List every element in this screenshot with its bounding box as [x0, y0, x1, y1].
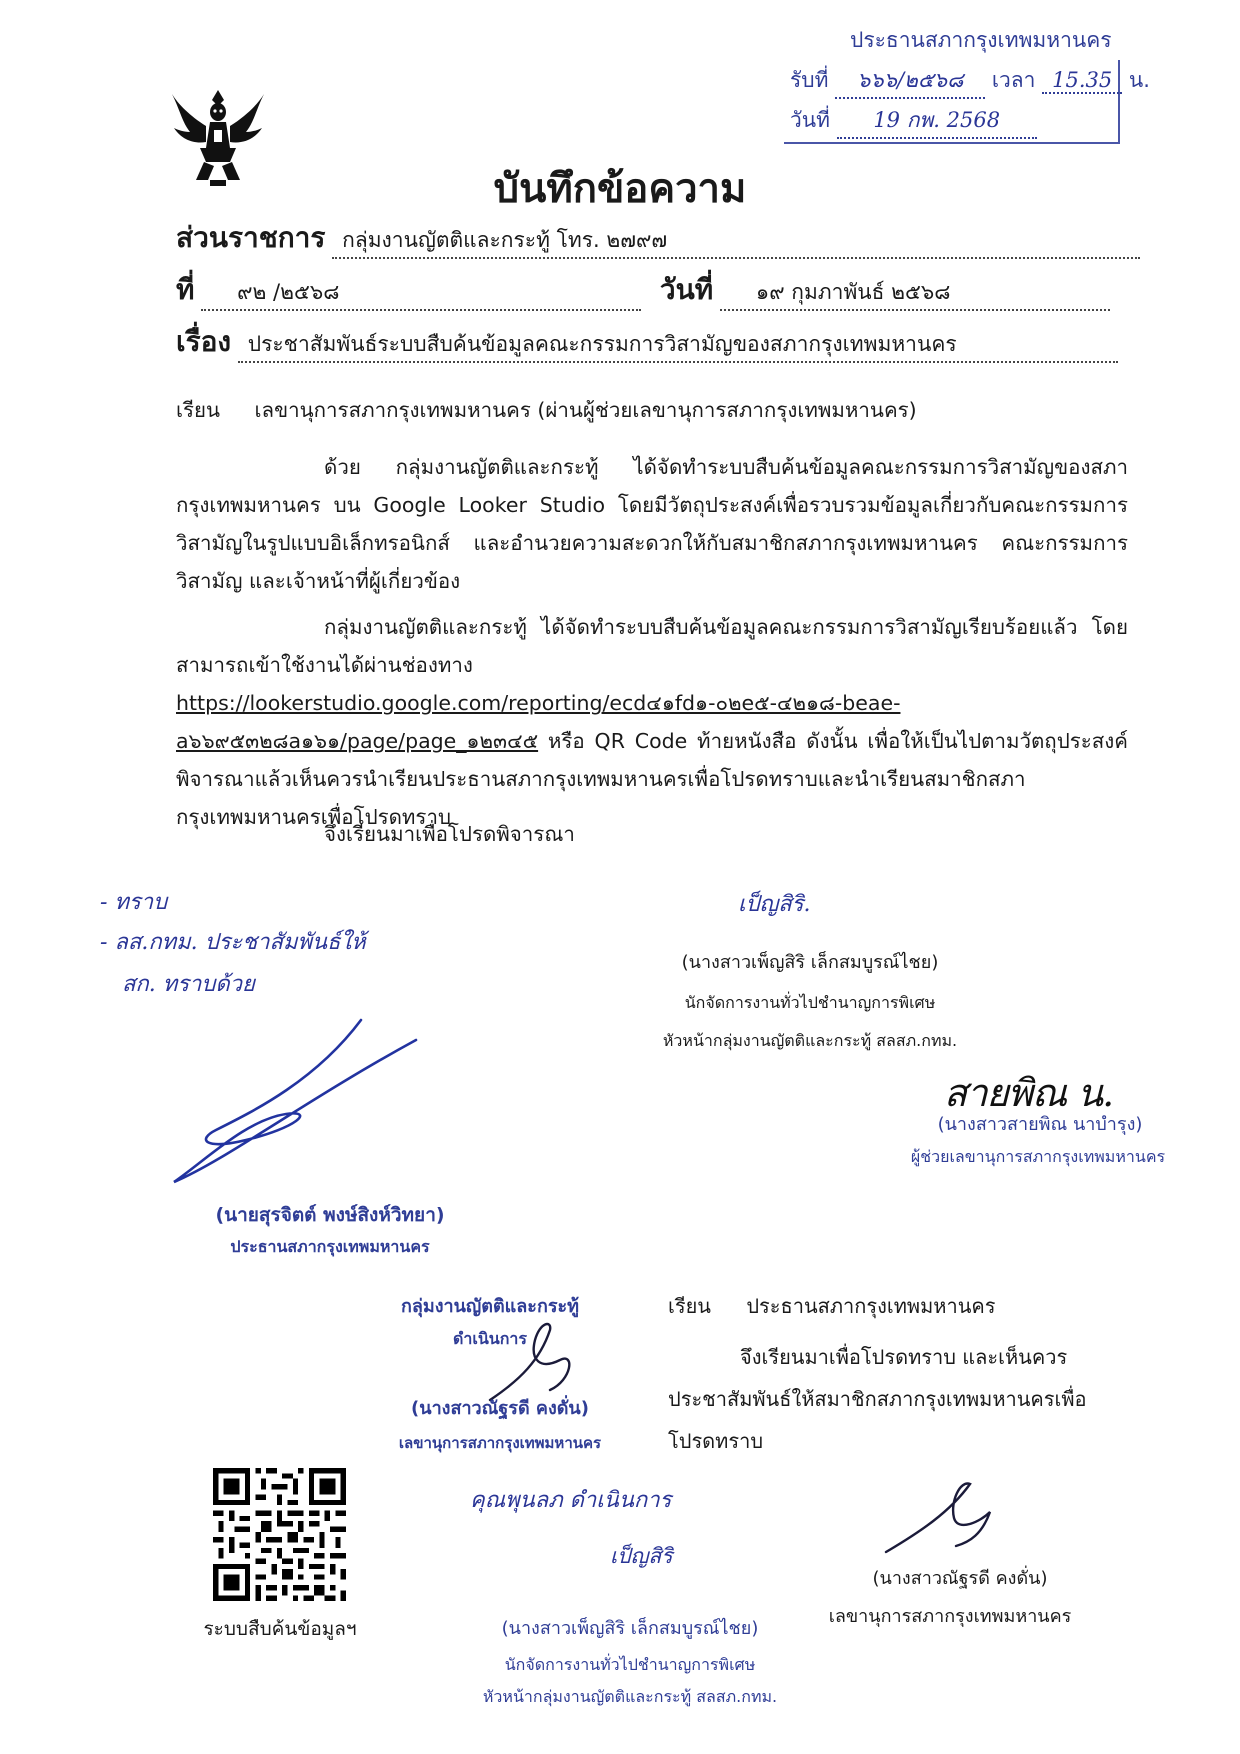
stamp-receive-row: [790, 64, 1150, 99]
department-row: [176, 216, 1128, 260]
subject-row: [176, 320, 1128, 364]
stamp-time-label: เวลา: [991, 68, 1036, 92]
stamp-receive-no: ๖๖๖/๒๕๖๘: [835, 64, 985, 99]
signer2-position: ผู้ช่วยเลขานุการสภากรุงเทพมหานคร: [910, 1147, 1166, 1166]
paragraph2-start: กลุ่มงานญัตติและกระทู้ ได้จัดทำระบบสืบค้นข้อมูลคณะกรรมการวิสามัญเรียบร้อยแล้ว โดยสามารถเข้าใช้งานได้ผ่านช่องทาง: [176, 615, 1128, 677]
secretary-note-position: เลขานุการสภากรุงเทพมหานคร: [398, 1434, 602, 1452]
paragraph2-end: หรือ QR Code ท้ายหนังสือ ดังนั้น เพื่อให้เป็นไปตามวัตถุประสงค์พิจารณาแล้วเห็นควรนำเรียนประธานสภากรุงเทพมหานครเพื่อโปรดทราบและนำเรียนสมาชิกสภากรุงเทพมหานครเพื่อโปรดทราบ: [176, 729, 1128, 829]
salutation-row: [176, 394, 1128, 427]
number-label: ที่: [176, 273, 195, 306]
closing-line: จึงเรียนมาเพื่อโปรดพิจารณา: [324, 822, 575, 846]
stamp-time: 15.35: [1042, 68, 1122, 94]
bottom-handwritten-note: คุณพุนลภ ดำเนินการ: [470, 1488, 672, 1513]
signer1-name: (นางสาวเพ็ญสิริ เล็กสมบูรณ์ไชย): [681, 952, 939, 973]
bottom-position1: นักจัดการงานทั่วไปชำนาญการพิเศษ: [504, 1655, 756, 1674]
bottom-position2: หัวหน้ากลุ่มงานญัตติและกระทู้ สลสภ.กทม.: [482, 1687, 778, 1706]
signer1-position2: หัวหน้ากลุ่มงานญัตติและกระทู้ สลสภ.กทม.: [662, 1031, 958, 1050]
body-paragraph-1: ด้วย กลุ่มงานญัตติและกระทู้ ได้จัดทำระบบสืบค้นข้อมูลคณะกรรมการวิสามัญของสภากรุงเทพมหานคร บน Google Looker Studio โดยมีวัตถุประสงค์เพื่อรวบรวมข้อมูลเกี่ยวกับคณะกรรมการวิสามัญในรูปแบบอิเล็กทรอนิกส์ และอำนวยความสะดวกให้กับสมาชิกสภากรุงเทพมหานคร คณะกรรมการวิสามัญ และเจ้าหน้าที่ผู้เกี่ยวข้อง: [176, 455, 1128, 593]
memo-name: (นางสาวณัฐรดี คงดั่น): [872, 1568, 1048, 1589]
subject-label: เรื่อง: [176, 325, 232, 358]
chairman-position: ประธานสภากรุงเทพมหานคร: [230, 1237, 430, 1256]
bottom-initials: เป็ญสิริ: [610, 1544, 673, 1568]
memo-salutation-row: [668, 1290, 995, 1322]
bottom-name: (นางสาวเพ็ญสิริ เล็กสมบูรณ์ไชย): [501, 1618, 759, 1639]
salutation-label: เรียน: [176, 398, 221, 422]
stamp-time-unit: น.: [1128, 68, 1150, 92]
qr-code-icon[interactable]: [213, 1468, 346, 1601]
chairman-note-2: - ลส.กทม. ประชาสัมพันธ์ให้: [100, 930, 366, 955]
number-value: ๙๒ /๒๕๖๘: [201, 276, 641, 311]
chairman-name: (นายสุรจิตต์ พงษ์สิงห์วิทยา): [215, 1204, 445, 1226]
secretary-note-addressee: กลุ่มงานญัตติและกระทู้: [400, 1296, 580, 1317]
document-title: บันทึกข้อความ: [493, 166, 747, 212]
memo-salutation: ประธานสภากรุงเทพมหานคร: [746, 1294, 996, 1318]
memo-signature-icon: [880, 1472, 1000, 1562]
signer1-position1: นักจัดการงานทั่วไปชำนาญการพิเศษ: [684, 993, 936, 1012]
signer2-signature: สายพิณ น.: [944, 1071, 1114, 1115]
stamp-date: 19 กพ. 2568: [837, 104, 1037, 139]
date-value: ๑๙ กุมภาพันธ์ ๒๕๖๘: [720, 276, 1110, 311]
stamp-title: ประธานสภากรุงเทพมหานคร: [850, 28, 1112, 52]
department-label: ส่วนราชการ: [176, 221, 326, 254]
date-label: วันที่: [659, 273, 714, 306]
memo-position: เลขานุการสภากรุงเทพมหานคร: [828, 1606, 1072, 1627]
stamp-date-row: [790, 104, 1037, 139]
stamp-receive-label: รับที่: [790, 68, 829, 92]
secretary-note-name: (นางสาวณัฐรดี คงดั่น): [411, 1398, 589, 1419]
number-date-row: [176, 268, 1128, 312]
secretary-note-action: ดำเนินการ: [453, 1329, 527, 1348]
subject-value: ประชาสัมพันธ์ระบบสืบค้นข้อมูลคณะกรรมการวิสามัญของสภากรุงเทพมหานคร: [238, 328, 1118, 363]
signer1-initials: เป็ญสิริ.: [738, 892, 811, 917]
department-value: กลุ่มงานญัตติและกระทู้ โทร. ๒๗๙๗: [332, 224, 1140, 259]
signer2-name: (นางสาวสายพิณ นาบำรุง): [937, 1114, 1143, 1135]
chairman-note-1: - ทราบ: [100, 890, 168, 915]
salutation-value: เลขานุการสภากรุงเทพมหานคร (ผ่านผู้ช่วยเลขานุการสภากรุงเทพมหานคร): [254, 398, 917, 422]
qr-caption: ระบบสืบค้นข้อมูลฯ: [203, 1618, 357, 1640]
stamp-date-label: วันที่: [790, 108, 830, 132]
body-paragraph-2: [176, 608, 1128, 836]
chairman-note-3: สก. ทราบด้วย: [122, 972, 255, 997]
memo-salutation-label: เรียน: [668, 1294, 711, 1318]
chairman-signature-icon: [166, 1010, 436, 1190]
memo-body: จึงเรียนมาเพื่อโปรดทราบ และเห็นควรประชาสัมพันธ์ให้สมาชิกสภากรุงเทพมหานครเพื่อโปรดทราบ: [668, 1345, 1087, 1453]
looker-studio-link[interactable]: https://lookerstudio.google.com/reporting/ecd๔๑fd๑-๐๒e๕-๔๒๑๘-beae-a๖๖๙๕๓๒๘a๑๖๑/page/page_๑๒๓๔๕: [176, 691, 901, 753]
